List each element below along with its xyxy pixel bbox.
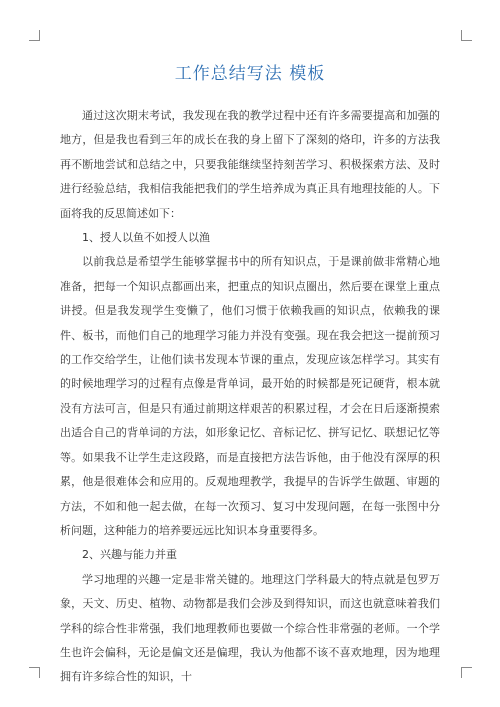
section-1-body: 以前我总是希望学生能够掌握书中的所有知识点，于是课前做非常精心地准备，把每一个知识点都画出来，把重点的知识点圈出，然后要在课堂上重点讲授。但是我发现学生变懒了，他们习惯于依赖我画的知识点，依赖我的课件、板书，而他们自己的地理学习能力并没有变强。现在我会把这一提前预习的工作交给学生，让他们读书发现本节课的重点，发现应该怎样学习。其实有的时候地理学习的过程有点像是背单词，最开始的时候都是死记硬背，根本就没有方法可言，但是只有通过前期这样艰苦的积累过程，才会在日后逐渐摸索出适合自己的背单词的方法，如形象记忆、音标记忆、拼写记忆、联想记忆等等。如果我不让学生走这段路，而是直接把方法告诉他，由于他没有深厚的积累，他是很难体会和应用的。反观地理教学，我提早的告诉学生做题、审题的方法，不如和他一起去做，在每一次预习、复习中发现问题，在每一张图中分析问题，这种能力的培养要远远比知识本身重要得多。 <box>60 255 440 537</box>
document-page <box>60 60 440 690</box>
section-2-body: 学习地理的兴趣一定是非常关键的。地理这门学科最大的特点就是包罗万象，天文、历史、植物、动物都是我们会涉及到得知识，而这也就意味着我们学科的综合性非常强，我们地理教师也要做一个综合性非常强的老师。一个学生也许会偏科，无论是偏文还是偏理，我认为他都不该不喜欢地理，因为地理拥有许多综合性的知识，十 <box>60 572 440 684</box>
document-title: 工作总结写法 模板 <box>174 64 326 84</box>
intro-paragraph: 通过这次期末考试，我发现在我的教学过程中还有许多需要提高和加强的地方，但是我也看到三年的成长在我的身上留下了深刻的烙印，许多的方法我再不断地尝试和总结之中，只要我能继续坚持刻苦学习、积极探索方法、及时进行经验总结，我相信我能把我们的学生培养成为真正具有地理技能的人。下面将我的反思简述如下： <box>60 109 440 220</box>
crop-mark-top-right <box>461 30 472 41</box>
section-1-heading: 1、授人以鱼不如授人以渔 <box>82 231 210 245</box>
section-2-heading: 2、兴趣与能力并重 <box>82 548 177 562</box>
crop-mark-bottom-right <box>461 667 472 678</box>
crop-mark-bottom-left <box>29 667 40 678</box>
crop-mark-top-left <box>29 30 40 41</box>
